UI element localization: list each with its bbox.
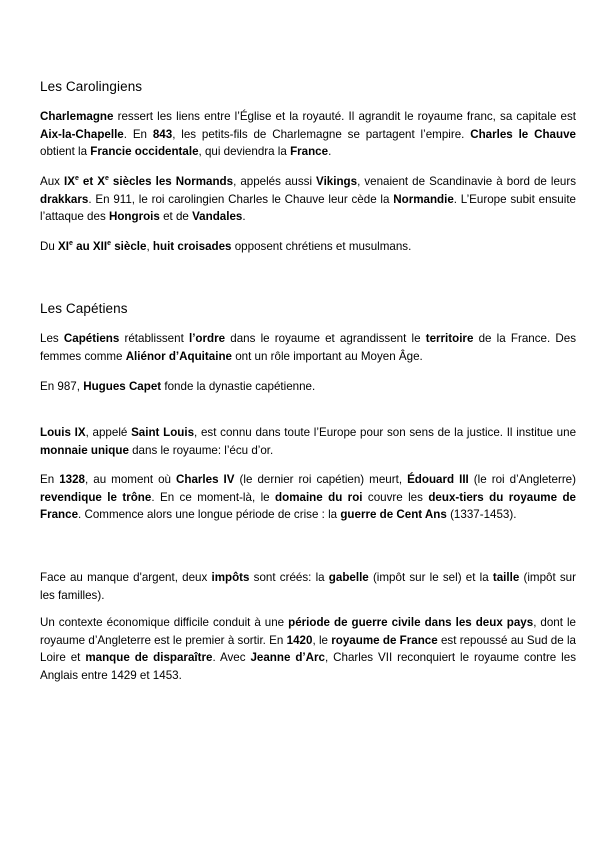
bold-text-run: Francie occidentale bbox=[90, 145, 199, 158]
bold-text-run: France bbox=[290, 145, 329, 158]
bold-text-run: Aliénor d’Aquitaine bbox=[125, 349, 232, 363]
text-run: et de bbox=[159, 210, 193, 223]
bold-text-run: territoire bbox=[425, 332, 474, 345]
text-run: de la France. Des femmes comme bbox=[40, 332, 576, 363]
bold-text-run: IX bbox=[64, 175, 75, 188]
bold-text-run: Charles le Chauve bbox=[470, 127, 576, 141]
bold-text-run: Édouard III bbox=[407, 473, 469, 486]
text-run: , appelé bbox=[85, 426, 132, 439]
paragraph bbox=[40, 108, 576, 161]
text-run: couvre les bbox=[362, 490, 429, 504]
text-run: fonde la dynastie capétienne. bbox=[161, 380, 316, 393]
text-run: , venaient de Scandinavie à bord de leurs bbox=[357, 175, 577, 188]
paragraph bbox=[40, 614, 576, 684]
text-run: Un contexte économique difficile conduit à une bbox=[40, 616, 289, 629]
bold-text-run: royaume de France bbox=[331, 633, 438, 647]
text-run: . En ce moment-là, le bbox=[151, 490, 276, 504]
text-run: ont un rôle important au Moyen Âge. bbox=[231, 349, 423, 363]
bold-text-run: Jeanne d’Arc bbox=[250, 651, 325, 664]
text-run: . bbox=[242, 210, 246, 223]
text-run: (impôt sur les familles). bbox=[40, 571, 576, 602]
text-run: Aux bbox=[40, 175, 64, 188]
bold-text-run: 1420 bbox=[286, 633, 313, 647]
bold-text-run: Louis IX bbox=[40, 426, 86, 439]
bold-text-run: l’ordre bbox=[188, 332, 226, 345]
bold-text-run: Charles IV bbox=[176, 473, 235, 486]
text-run: , bbox=[146, 240, 153, 253]
text-run: En bbox=[40, 473, 60, 486]
text-run: , appelés aussi bbox=[233, 175, 317, 188]
bold-text-run: siècle bbox=[110, 240, 147, 253]
bold-text-run: e bbox=[74, 175, 79, 182]
text-run: dans le royaume et agrandissent le bbox=[225, 332, 426, 345]
paragraph bbox=[40, 424, 576, 459]
bold-text-run: Hongrois bbox=[108, 210, 160, 223]
text-run: ressert les liens entre l’Église et la royauté. Il agrandit le royaume franc, sa capitale est bbox=[113, 110, 576, 123]
text-run: dans le royaume: l’écu d’or. bbox=[128, 443, 274, 457]
bold-text-run: Capétiens bbox=[63, 332, 120, 345]
text-run: rétablissent bbox=[119, 332, 189, 345]
text-run: opposent chrétiens et musulmans. bbox=[231, 240, 412, 253]
bold-text-run: deux-tiers du royaume de France bbox=[40, 490, 576, 521]
text-run: . Commence alors une longue période de crise : la bbox=[78, 508, 341, 521]
bold-text-run: siècles les Normands bbox=[108, 175, 234, 188]
bold-text-run: huit croisades bbox=[152, 240, 232, 253]
text-run: En 987, bbox=[40, 380, 84, 393]
bold-text-run: e bbox=[107, 240, 111, 247]
bold-text-run: XI bbox=[58, 240, 70, 253]
text-run: (le roi d’Angleterre) bbox=[468, 473, 576, 486]
text-run: , les petits-fils de Charlemagne se partagent l’empire. bbox=[172, 127, 471, 141]
text-run: obtient la bbox=[40, 145, 91, 158]
text-run: , Charles VII reconquiert le royaume contre les Anglais entre 1429 et 1453. bbox=[40, 651, 576, 682]
text-run: Face au manque d'argent, deux bbox=[40, 571, 212, 584]
bold-text-run: Saint Louis bbox=[131, 426, 195, 439]
text-run: , dont le royaume d’Angleterre est le premier à sortir. En bbox=[40, 616, 576, 647]
bold-text-run: gabelle bbox=[328, 571, 369, 584]
bold-text-run: 1328 bbox=[59, 473, 86, 486]
section-title-carolingiens: Les Carolingiens bbox=[40, 79, 143, 94]
bold-text-run: drakkars bbox=[40, 192, 89, 206]
paragraph bbox=[40, 378, 576, 396]
bold-text-run: domaine du roi bbox=[275, 490, 363, 504]
text-run: est repoussé au Sud de la Loire et bbox=[40, 633, 576, 664]
bold-text-run: Vikings bbox=[316, 175, 358, 188]
text-run: (1337-1453). bbox=[446, 508, 517, 521]
text-run: (le dernier roi capétien) meurt, bbox=[234, 473, 408, 486]
text-run: , est connu dans toute l’Europe pour son sens de la justice. Il institue une bbox=[194, 426, 577, 439]
text-run: Les bbox=[40, 332, 64, 345]
bold-text-run: e bbox=[69, 240, 73, 247]
bold-text-run: Vandales bbox=[192, 210, 243, 223]
bold-text-run: Hugues Capet bbox=[83, 380, 162, 393]
text-run: , qui deviendra la bbox=[198, 145, 291, 158]
bold-text-run: manque de disparaître bbox=[85, 651, 213, 664]
bold-text-run: impôts bbox=[211, 571, 250, 584]
bold-text-run: Aix-la-Chapelle bbox=[40, 127, 124, 141]
bold-text-run: 843 bbox=[152, 127, 173, 141]
bold-text-run: revendique le trône bbox=[40, 490, 152, 504]
text-run: . L’Europe subit ensuite l’attaque des bbox=[40, 192, 577, 223]
text-run: , le bbox=[312, 633, 332, 647]
bold-text-run: e bbox=[104, 175, 109, 182]
bold-text-run: Normandie bbox=[393, 192, 454, 206]
section-title-capetiens: Les Capétiens bbox=[40, 301, 128, 316]
text-run: , au moment où bbox=[85, 473, 176, 486]
text-run: . bbox=[328, 145, 332, 158]
text-run: . En bbox=[123, 127, 153, 141]
bold-text-run: au XII bbox=[72, 240, 108, 253]
bold-text-run: et X bbox=[78, 175, 105, 188]
paragraph bbox=[40, 471, 576, 524]
paragraph bbox=[40, 173, 576, 226]
text-run: Du bbox=[40, 240, 59, 253]
bold-text-run: Charlemagne bbox=[40, 110, 114, 123]
paragraph bbox=[40, 569, 576, 604]
bold-text-run: monnaie unique bbox=[40, 443, 129, 457]
text-run: . Avec bbox=[212, 651, 251, 664]
paragraph bbox=[40, 238, 576, 256]
text-run: sont créés: la bbox=[249, 571, 329, 584]
bold-text-run: période de guerre civile dans les deux pays bbox=[288, 616, 534, 629]
bold-text-run: taille bbox=[492, 571, 520, 584]
text-run: (impôt sur le sel) et la bbox=[368, 571, 493, 584]
bold-text-run: guerre de Cent Ans bbox=[340, 508, 447, 521]
paragraph bbox=[40, 330, 576, 365]
text-run: . En 911, le roi carolingien Charles le Chauve leur cède la bbox=[88, 192, 394, 206]
